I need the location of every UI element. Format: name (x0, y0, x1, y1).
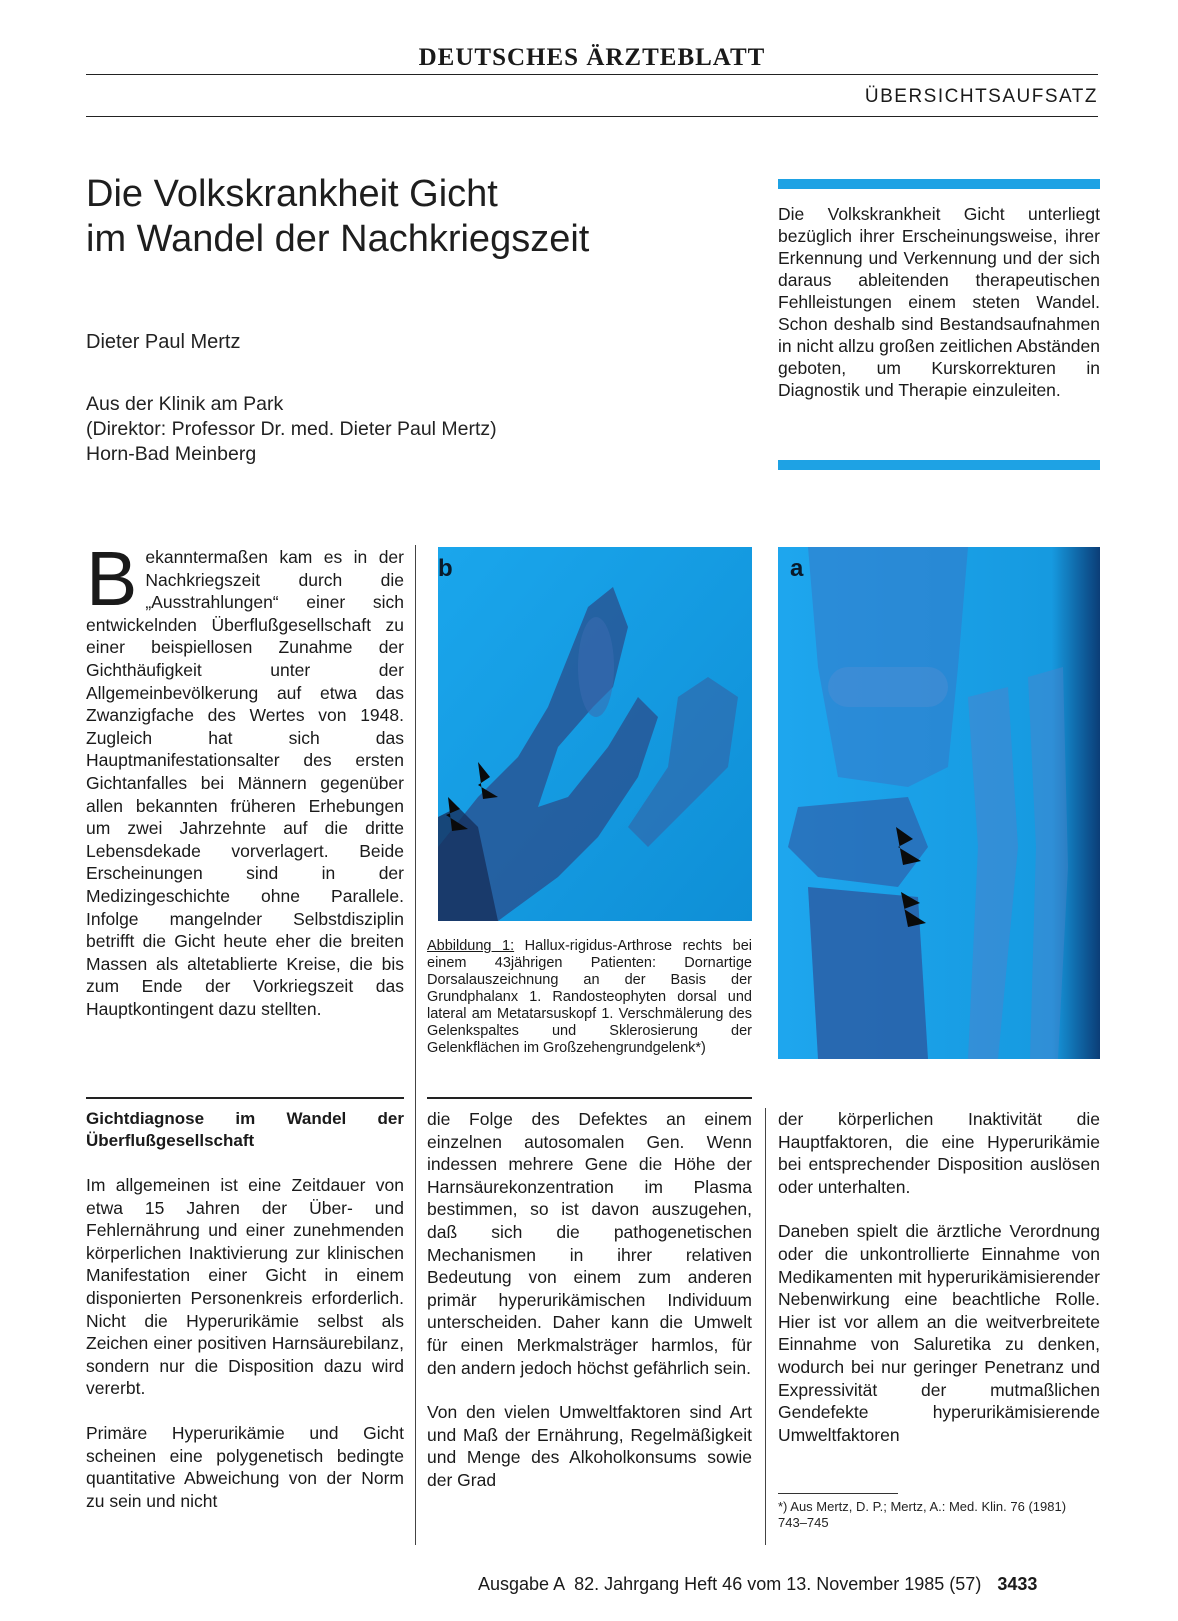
footnote: *) Aus Mertz, D. P.; Mertz, A.: Med. Klin. 76 (1981) 743–745 (778, 1499, 1067, 1530)
panel-label-b: b (438, 555, 453, 582)
page-footer (478, 1574, 1037, 1595)
panel-label-a: a (790, 555, 804, 582)
masthead: DEUTSCHES ÄRZTEBLATT (418, 44, 766, 71)
title-line-1: Die Volkskrankheit Gicht (86, 173, 498, 215)
intro-paragraph (86, 536, 404, 1020)
article-title (86, 172, 726, 262)
intro-text: ekanntermaßen kam es in der Nachkriegszeit durch die „Ausstrahlungen“ einer sich entwickelnden Überflußgesellschaft zu einer beispiellosen Zunahme der Gichthäufigkeit unter der Allgemeinbevölkerung auf etwa das Zwanzigfache des Wertes von 1948. Zugleich hat sich das Hauptmanifestationsalter des ersten Gichtanfalles bei Männern gegenüber allen bekannten früheren Erhebungen um zwei Jahrzehnte auf die dritte Lebensdekade vorverlagert. Beide Erscheinungen sind in der Medizingeschichte ohne Parallele. Infolge mangelnder Selbstdisziplin betrifft die Gicht heute eher die breiten Massen als altetablierte Kreise, die bis zum Ende der Vorkriegszeit das Hauptkontingent dazu stellten. (86, 547, 404, 1019)
abstract-bottom-bar (778, 460, 1100, 470)
title-line-2: im Wandel der Nachkriegszeit (86, 218, 590, 260)
section-top-rule (86, 1097, 404, 1099)
column-divider-1 (415, 545, 416, 1545)
xray-image-b (438, 547, 752, 921)
col3-paragraph-1: der körperlichen Inaktivität die Hauptfaktoren, die eine Hyperurikämie bei entsprechender Disposition auslösen oder unterhalten. (778, 1109, 1100, 1197)
section-heading: Gichtdiagnose im Wandel der Überflußgesellschaft (86, 1109, 404, 1150)
affiliation-line-2: (Direktor: Professor Dr. med. Dieter Paul Mertz) (86, 418, 497, 440)
section-category: ÜBERSICHTSAUFSATZ (864, 86, 1098, 107)
page-number: 3433 (997, 1574, 1038, 1594)
abstract: Die Volkskrankheit Gicht unterliegt bezüglich ihrer Erscheinungsweise, ihrer Erkennung und Verkennung und der sich daraus ableitenden therapeutischen Fehlleistungen einem steten Wandel. Schon deshalb sind Bestandsaufnahmen in nicht allzu großen zeitlichen Abständen geboten, um Kurskorrekturen in Diagnostik und Therapie einzuleiten. (778, 204, 1101, 400)
col2-paragraph-2: Von den vielen Umweltfaktoren sind Art und Maß der Ernährung, Regelmäßigkeit und Menge des Alkoholkonsums sowie der Grad (427, 1402, 752, 1490)
affiliation (86, 392, 497, 467)
xray-image-a (778, 547, 1100, 1059)
masthead-rule (86, 74, 1098, 75)
footnote-rule (778, 1493, 898, 1494)
caption-text: Hallux-rigidus-Arthrose rechts bei einem 43jährigen Patienten: Dornartige Dorsalauszeichnung an der Basis der Grundphalanx 1. Randosteophyten dorsal und lateral am Metatarsuskopf 1. Verschmälerung des Gelenkspaltes und Sklerosierung der Gelenkflächen im Großzehengrundgelenk*) (427, 938, 752, 1056)
abstract-top-bar (778, 179, 1100, 189)
column-1-lower (86, 1108, 404, 1534)
caption-label: Abbildung 1: (427, 938, 515, 954)
column-3-lower (778, 1108, 1100, 1468)
author: Dieter Paul Mertz (86, 331, 241, 353)
header-rule (86, 116, 1098, 117)
xray-a-graphic (778, 547, 1100, 1059)
issue-info: Ausgabe A 82. Jahrgang Heft 46 vom 13. November 1985 (57) (478, 1574, 982, 1594)
col3-paragraph-2: Daneben spielt die ärztliche Verordnung oder die unkontrollierte Einnahme von Medikamenten mit hyperurikämisierender Nebenwirkung eine beachtliche Rolle. Hier ist vor allem an die weitverbreitete Einnahme von Saluretika zu denken, wodurch bei nur geringer Penetranz und Expressivität der mutmaßlichen Gendefekte hyperurikämisierende Umweltfaktoren (778, 1221, 1100, 1445)
col1-paragraph-2: Primäre Hyperurikämie und Gicht scheinen eine polygenetisch bedingte quantitative Abweichung von der Norm zu sein und nicht (86, 1422, 404, 1511)
xray-b-graphic (438, 547, 752, 921)
figure-caption (427, 938, 752, 1057)
affiliation-line-1: Aus der Klinik am Park (86, 393, 284, 415)
column-2-lower (427, 1108, 752, 1514)
drop-cap: B (86, 536, 138, 622)
col2-paragraph-1: die Folge des Defektes an einem einzelnen autosomalen Gen. Wenn indessen mehrere Gene die Höhe der Harnsäurekonzentration im Plasma bestimmen, so ist davon auszugehen, daß sich die pathogenetischen Mechanismen in ihrer relativen Bedeutung von einem zum anderen primär hyperurikämischen Individuum unterscheiden. Daher kann die Umwelt für einen Merkmalsträger harmlos, für den andern jedoch höchst gefährlich sein. (427, 1109, 752, 1378)
affiliation-line-3: Horn-Bad Meinberg (86, 443, 257, 465)
figure-bottom-rule (427, 1097, 752, 1099)
col1-paragraph-1: Im allgemeinen ist eine Zeitdauer von etwa 15 Jahren der Über- und Fehlernährung und einer zunehmenden körperlichen Inaktivierung zur klinischen Manifestation einer Gicht in einem disponierten Personenkreis erforderlich. Nicht die Hyperurikämie selbst als Zeichen einer positiven Harnsäurebilanz, sondern nur die Disposition dazu wird vererbt. (86, 1175, 404, 1399)
column-divider-2 (765, 1108, 766, 1545)
